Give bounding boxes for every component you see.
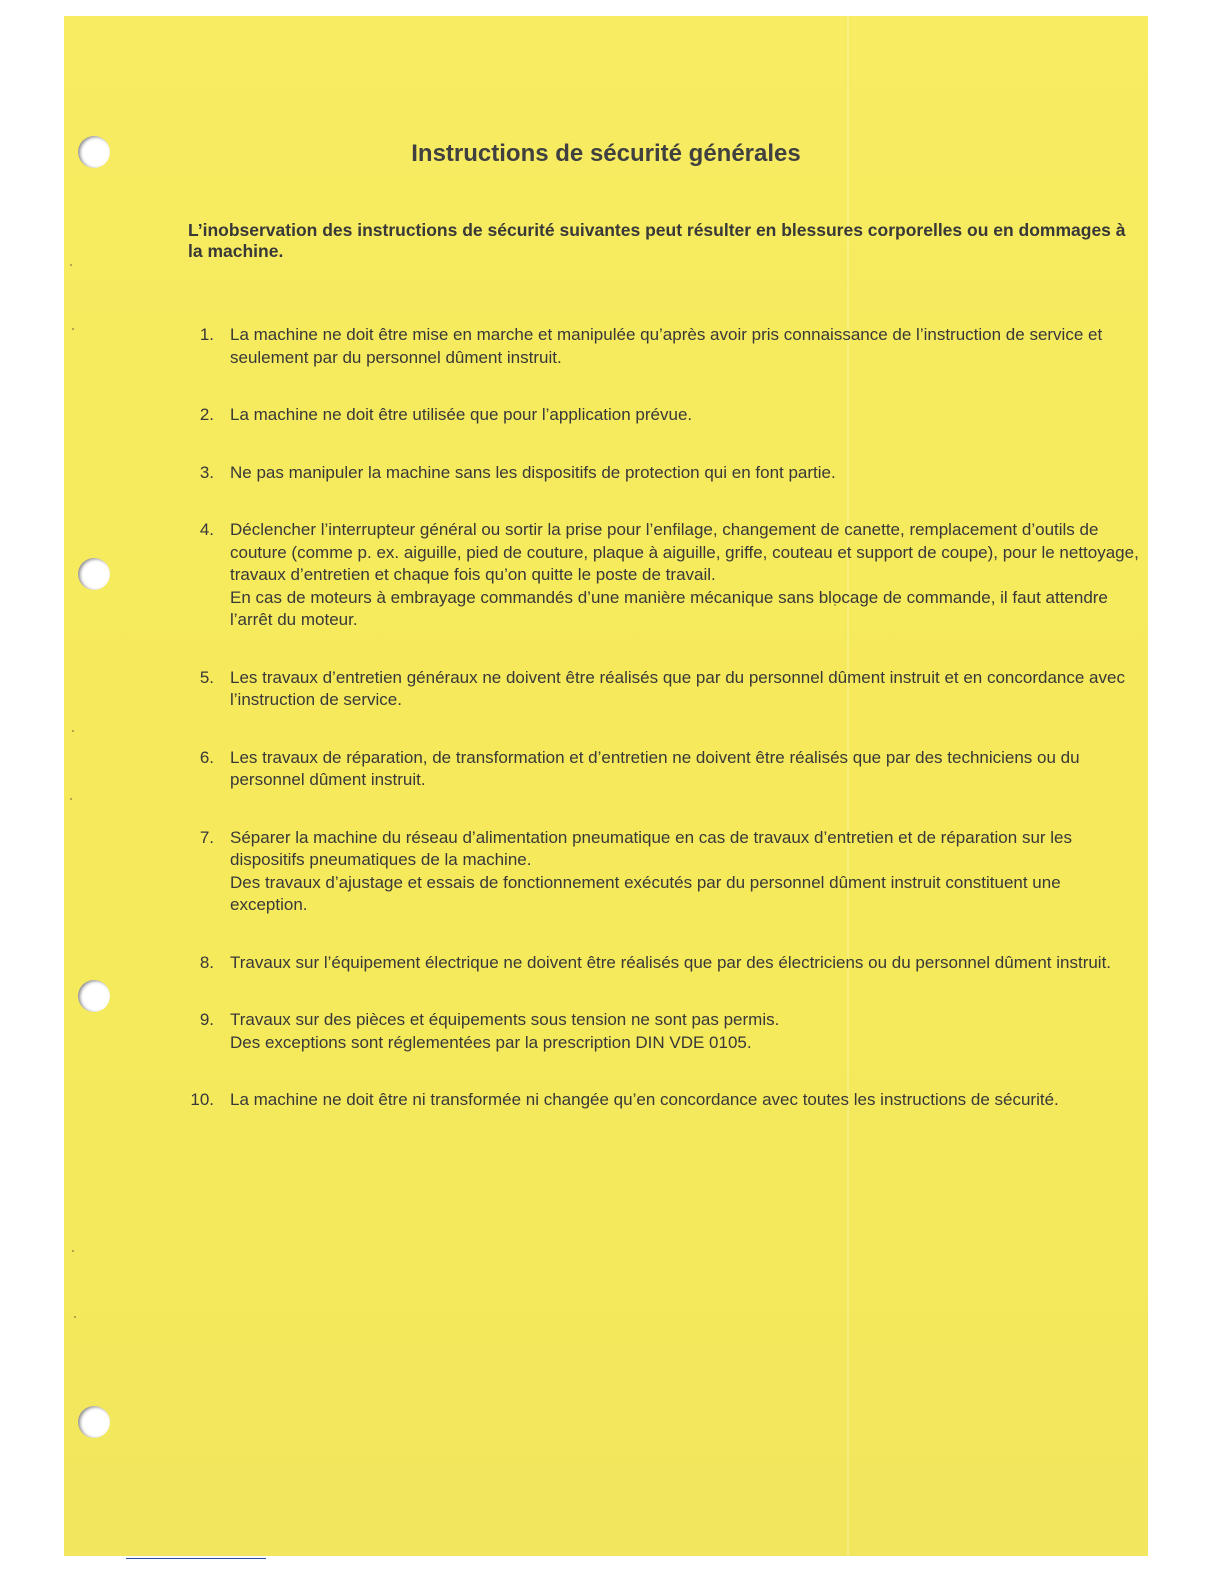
item-number: 6. [199, 747, 214, 767]
safety-instructions-list [172, 324, 1142, 1147]
intro-warning: L’inobservation des instructions de sécurité suivantes peut résulter en blessures corporelles ou en dommages à la machine. [188, 220, 1126, 261]
safety-instruction-item [172, 747, 1142, 792]
binder-hole [78, 980, 110, 1012]
item-number: 1. [199, 325, 214, 344]
paper-speck [72, 730, 74, 732]
safety-instruction-item [172, 1009, 1142, 1054]
binder-hole [78, 1406, 110, 1438]
safety-instruction-item [172, 827, 1142, 917]
item-text: En cas de moteurs à embrayage commandés d’une manière mécanique sans blocage de commande, il faut attendre l’arrêt du moteur. [230, 587, 1108, 629]
item-text: Les travaux de réparation, de transformation et d’entretien ne doivent être réalisés que par des techniciens ou du personnel dûment instruit. [230, 747, 1080, 789]
item-number: 4. [199, 520, 214, 539]
safety-instruction-item [172, 324, 1142, 369]
paper-speck [74, 1316, 76, 1318]
paper-speck [70, 264, 72, 266]
paper-speck [72, 328, 74, 330]
item-text: La machine ne doit être utilisée que pour l’application prévue. [230, 405, 693, 424]
item-text: Ne pas manipuler la machine sans les dispositifs de protection qui en font partie. [230, 462, 836, 482]
document-page [64, 16, 1148, 1556]
safety-instruction-item [172, 404, 1142, 427]
safety-instruction-item [172, 462, 1142, 485]
paper-speck [70, 798, 72, 800]
item-number: 9. [199, 1010, 214, 1029]
item-text: Travaux sur des pièces et équipements sous tension ne sont pas permis. [230, 1010, 780, 1029]
item-number: 2. [199, 405, 214, 424]
item-number: 7. [199, 827, 214, 847]
item-number: 3. [199, 462, 214, 482]
item-text: La machine ne doit être mise en marche et manipulée qu’après avoir pris connaissance de l’instruction de service et seulement par du personnel dûment instruit. [230, 325, 1103, 367]
item-number: 5. [199, 667, 214, 687]
item-text: La machine ne doit être ni transformée ni changée qu’en concordance avec toutes les instructions de sécurité. [230, 1090, 1059, 1109]
item-text: Des travaux d’ajustage et essais de fonctionnement exécutés par du personnel dûment instruit constituent une exception. [230, 872, 1061, 914]
item-text: Séparer la machine du réseau d’alimentation pneumatique en cas de travaux d’entretien et de réparation sur les dispositifs pneumatiques de la machine. [230, 827, 1073, 869]
item-text: Déclencher l’interrupteur général ou sortir la prise pour l’enfilage, changement de canette, remplacement d’outils de couture (comme p. ex. aiguille, pied de couture, plaque à aiguille, griffe, couteau et support de coupe), pour le nettoyage, travaux d’entretien et chaque fois qu’on quitte le poste de travail. [230, 520, 1139, 584]
item-text: Les travaux d’entretien généraux ne doivent être réalisés que par du personnel dûment instruit et en concordance avec l’instruction de service. [230, 667, 1125, 709]
item-text: Des exceptions sont réglementées par la prescription DIN VDE 0105. [230, 1032, 752, 1052]
safety-instruction-item [172, 667, 1142, 712]
safety-instruction-item [172, 952, 1142, 975]
safety-instruction-item [172, 1089, 1142, 1112]
footer-rule [126, 1558, 266, 1559]
item-text: Travaux sur l’équipement électrique ne doivent être réalisés que par des électriciens ou du personnel dûment instruit. [230, 952, 1112, 972]
item-number: 8. [199, 952, 214, 972]
page-title: Instructions de sécurité générales [411, 140, 801, 167]
binder-hole [78, 558, 110, 590]
paper-speck [72, 1250, 74, 1252]
safety-instruction-item [172, 519, 1142, 632]
item-number: 10. [190, 1090, 214, 1109]
